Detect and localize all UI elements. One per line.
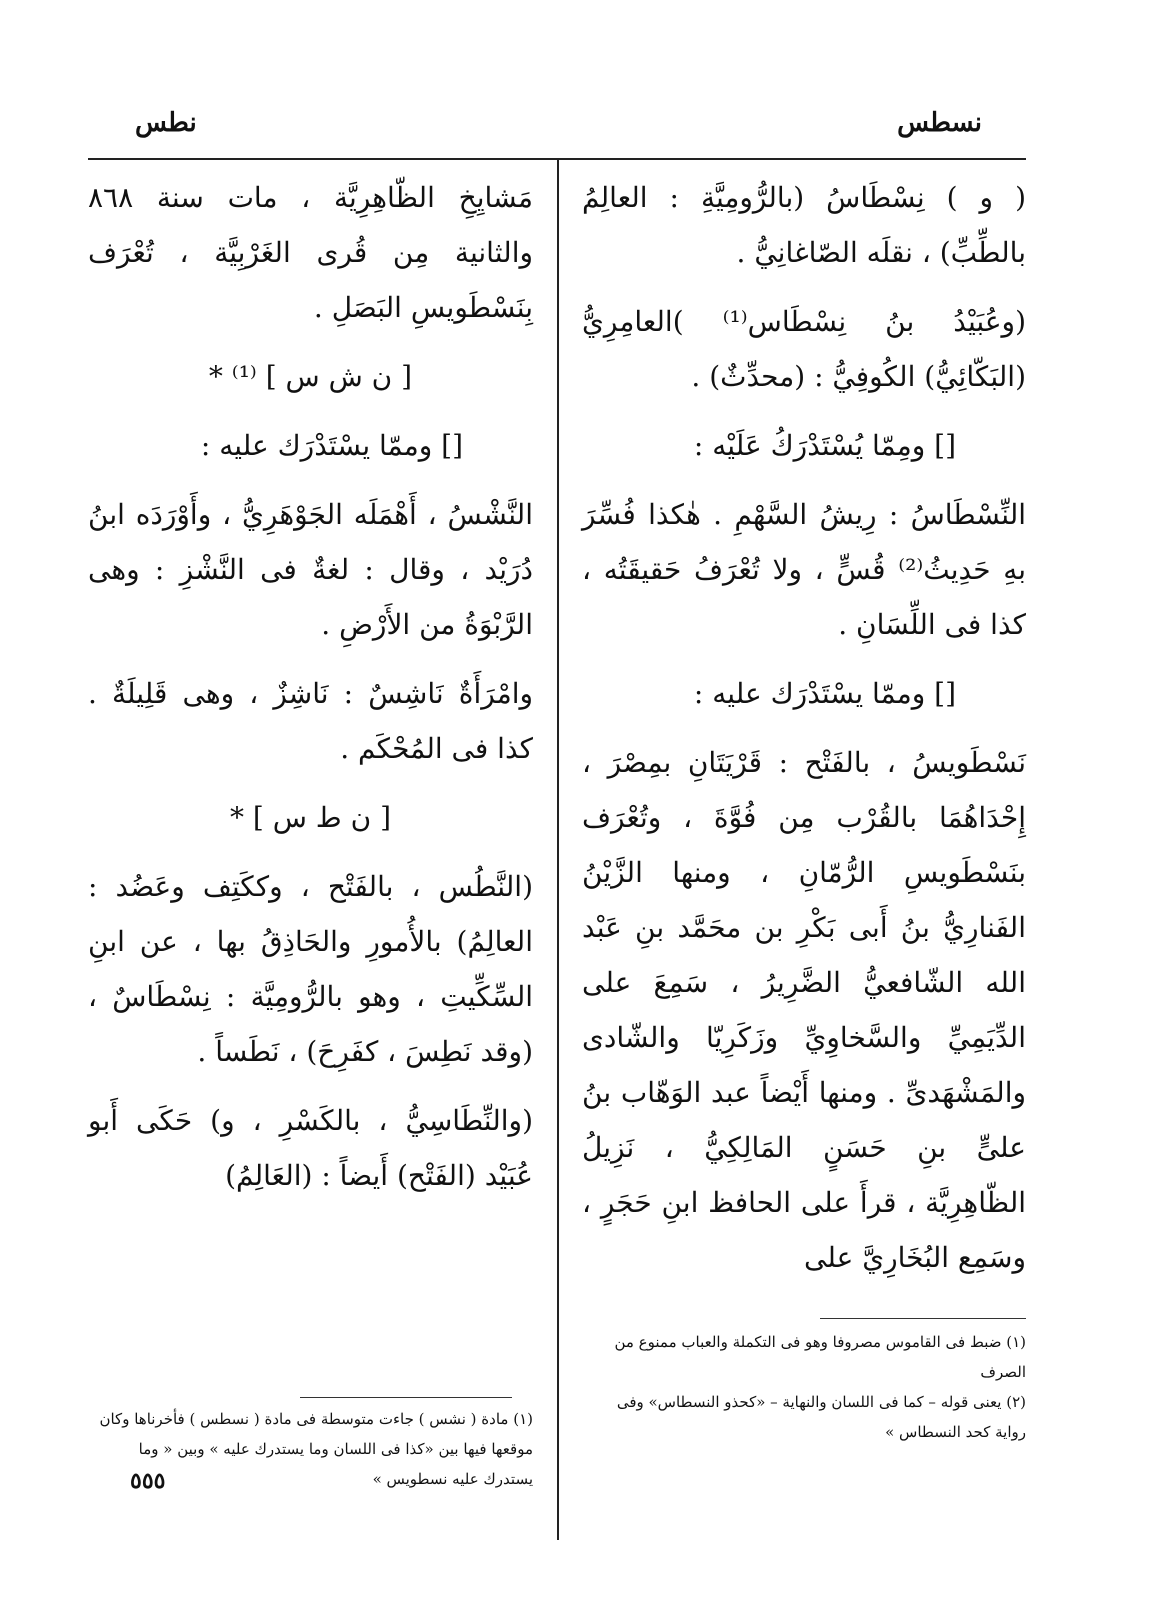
right-paragraph-1: ( و ) نِسْطَاسُ (بالرُّومِيَّةِ : العالِمُ بالطِّبِّ) ، نقلَه الصّاغانِيُّ . (582, 181, 1026, 269)
footnote-rule-left (300, 1397, 512, 1398)
right-sub-heading-1: [] ومِمّا يُسْتَدْرَكُ عَلَيْه : (693, 429, 956, 462)
column-divider (557, 160, 559, 1540)
left-paragraph-1: مَشايِخِ الظّاهِرِيَّة ، مات سنة ٨٦٨ والثانية مِن قُرى الغَرْبِيَّة ، تُعْرَف بِنَسْطَويسِ البَصَلِ . (88, 181, 533, 324)
footnotes-right (582, 1327, 1026, 1447)
left-column (88, 170, 533, 1217)
footnote-rule-right (820, 1318, 1026, 1319)
page-header-right: نسطس (897, 108, 982, 138)
right-sub-heading-2: [] وممّا يسْتَدْرَك عليه : (693, 677, 956, 710)
right-paragraph-4: نَسْطَويسُ ، بالفَتْح : قَرْيَتَانِ بمِصْرَ ، إِحْدَاهُمَا بالقُرْب مِن فُوَّةَ ، وتُعْرَف بنَسْطَويسِ الرُّمّانِ ، ومنها الزَّيْنُ الفَنارِيُّ بنُ أَبى بَكْرِ بن محَمَّد بنِ عَبْد الله الشّافعيُّ الضَّرِيرُ ، سَمِعَ على الدِّيَمِيِّ والسَّخاوِيِّ وزَكَرِيّا والشّادى والمَشْهَدىِّ . ومنها أَيْضاً عبد الوَهّاب بنُ علىٍّ بنِ حَسَنٍ المَالِكِيُّ ، نَزِيلُ الظّاهِرِيَّة ، قرأَ على الحافظ ابنِ حَجَرٍ ، وسَمِع البُخَارِيَّ على (582, 746, 1026, 1274)
page-number: ٥٥٥ (130, 1468, 166, 1494)
page-header-left: نطس (135, 108, 197, 138)
entry-heading-nts: [ ن ط س ] * (230, 801, 391, 834)
entry-heading-nshs: [ ن ش س ] ⁽¹⁾ * (208, 360, 413, 393)
left-paragraph-4: (النَّطُس ، بالفَتْح ، وككَتِف وعَضُد : العالِمُ) بالأُمورِ والحَاذِقُ بها ، عن ابنِ السِّكِّيتِ ، وهو بالرُّومِيَّة : نِسْطَاسٌ ، (وقد نَطِسَ ، كفَرِحَ) ، نَطَساً . (88, 870, 533, 1068)
left-paragraph-3: وامْرَأَةٌ نَاشِسٌ : نَاشِزٌ ، وهى قَلِيلَةٌ . كذا فى المُحْكَم . (88, 677, 533, 765)
right-paragraph-3: النِّسْطَاسُ : رِيشُ السَّهْمِ . هٰكذا فُسِّرَ بهِ حَدِيثُ⁽²⁾ قُسٍّ ، ولا تُعْرَفُ حَقيقَتُه ، كذا فى اللِّسَانِ . (582, 498, 1027, 641)
left-paragraph-2: النَّشْسُ ، أَهْمَلَه الجَوْهَرِيُّ ، وأَوْرَدَه ابنُ دُرَيْد ، وقال : لغةٌ فى النَّشْزِ : وهى الرَّبْوَةُ من الأَرْضِ . (88, 498, 533, 641)
footnote-right-1: (١) ضبط فى القاموس مصروفا وهو فى التكملة والعباب ممنوع من الصرف (614, 1333, 1026, 1381)
left-paragraph-5: (والنِّطَاسِيُّ ، بالكَسْرِ ، و) حَكَى أَبو عُبَيْد (الفَتْح) أَيضاً : (العَالِمُ) (88, 1104, 533, 1192)
right-paragraph-2: (وعُبَيْدُ بنُ نِسْطَاس⁽¹⁾ )العامِرِيُّ (البَكّائِيُّ) الكُوفِيُّ : (محدِّثٌ) . (582, 305, 1027, 393)
right-column (582, 170, 1026, 1299)
footnote-left-1: (١) مادة ( نشس ) جاءت متوسطة فى مادة ( نسطس ) فأخرناها وكان موقعها فيها بين «كذا فى اللسان وما يستدرك عليه » وبين « وما يستدرك عليه نسطويس » (99, 1410, 533, 1488)
left-sub-heading-1: [] وممّا يسْتَدْرَك عليه : (200, 429, 463, 462)
footnote-right-2: (٢) يعنى قوله – كما فى اللسان والنهاية – «كحذو النسطاس» وفى رواية كحد النسطاس » (616, 1393, 1026, 1441)
